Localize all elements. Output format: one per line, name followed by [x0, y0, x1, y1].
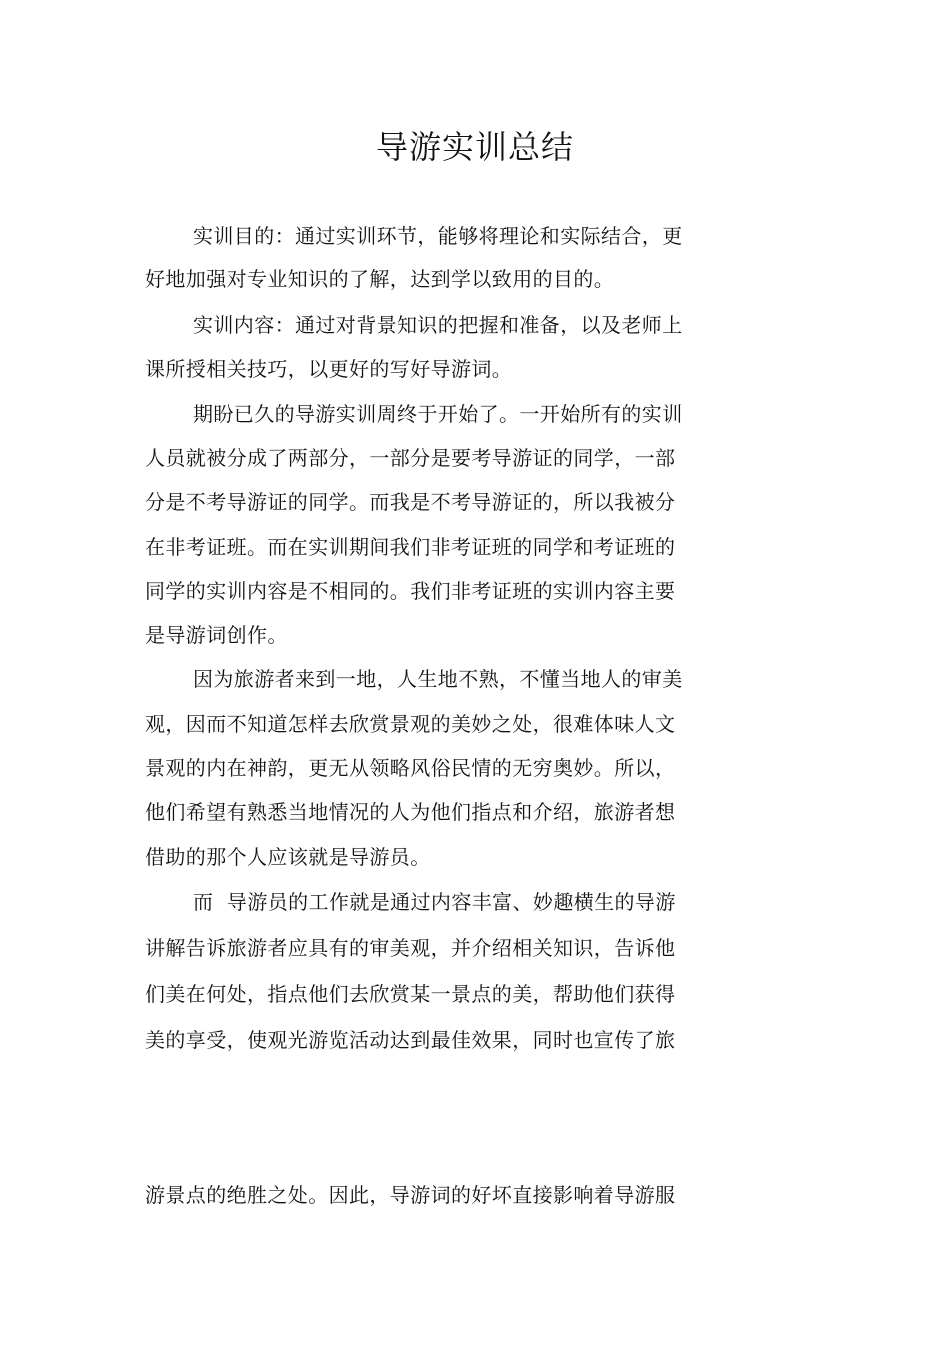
text-line: 课所授相关技巧，以更好的写好导游词。: [145, 357, 513, 381]
text-line: 实训内容：通过对背景知识的把握和准备，以及老师上: [193, 313, 683, 337]
text-line: 美的享受，使观光游览活动达到最佳效果，同时也宣传了旅: [145, 1028, 676, 1052]
text-line: 游景点的绝胜之处。因此，导游词的好坏直接影响着导游服: [145, 1183, 676, 1207]
text-line: 借助的那个人应该就是导游员。: [145, 845, 431, 869]
text-line: 他们希望有熟悉当地情况的人为他们指点和介绍，旅游者想: [145, 800, 676, 824]
text-line: 而 导游员的工作就是通过内容丰富、妙趣横生的导游: [193, 890, 676, 914]
text-line: 们美在何处，指点他们去欣赏某一景点的美，帮助他们获得: [145, 982, 676, 1006]
text-line: 讲解告诉旅游者应具有的审美观，并介绍相关知识，告诉他: [145, 936, 676, 960]
text-line: 观，因而不知道怎样去欣赏景观的美妙之处，很难体味人文: [145, 712, 676, 736]
document-title: 导游实训总结: [375, 128, 574, 166]
text-line: 景观的内在神韵，更无从领略风俗民情的无穷奥妙。所以，: [145, 756, 676, 780]
text-line: 因为旅游者来到一地，人生地不熟，不懂当地人的审美: [193, 667, 683, 691]
text-line: 实训目的：通过实训环节，能够将理论和实际结合，更: [193, 224, 683, 248]
text-line: 在非考证班。而在实训期间我们非考证班的同学和考证班的: [145, 535, 676, 559]
text-line: 人员就被分成了两部分，一部分是要考导游证的同学，一部: [145, 446, 676, 470]
text-line: 同学的实训内容是不相同的。我们非考证班的实训内容主要: [145, 579, 676, 603]
text-line: 分是不考导游证的同学。而我是不考导游证的，所以我被分: [145, 490, 676, 514]
text-line: 好地加强对专业知识的了解，达到学以致用的目的。: [145, 267, 615, 291]
text-line: 期盼已久的导游实训周终于开始了。一开始所有的实训: [193, 402, 683, 426]
text-line: 是导游词创作。: [145, 623, 288, 647]
